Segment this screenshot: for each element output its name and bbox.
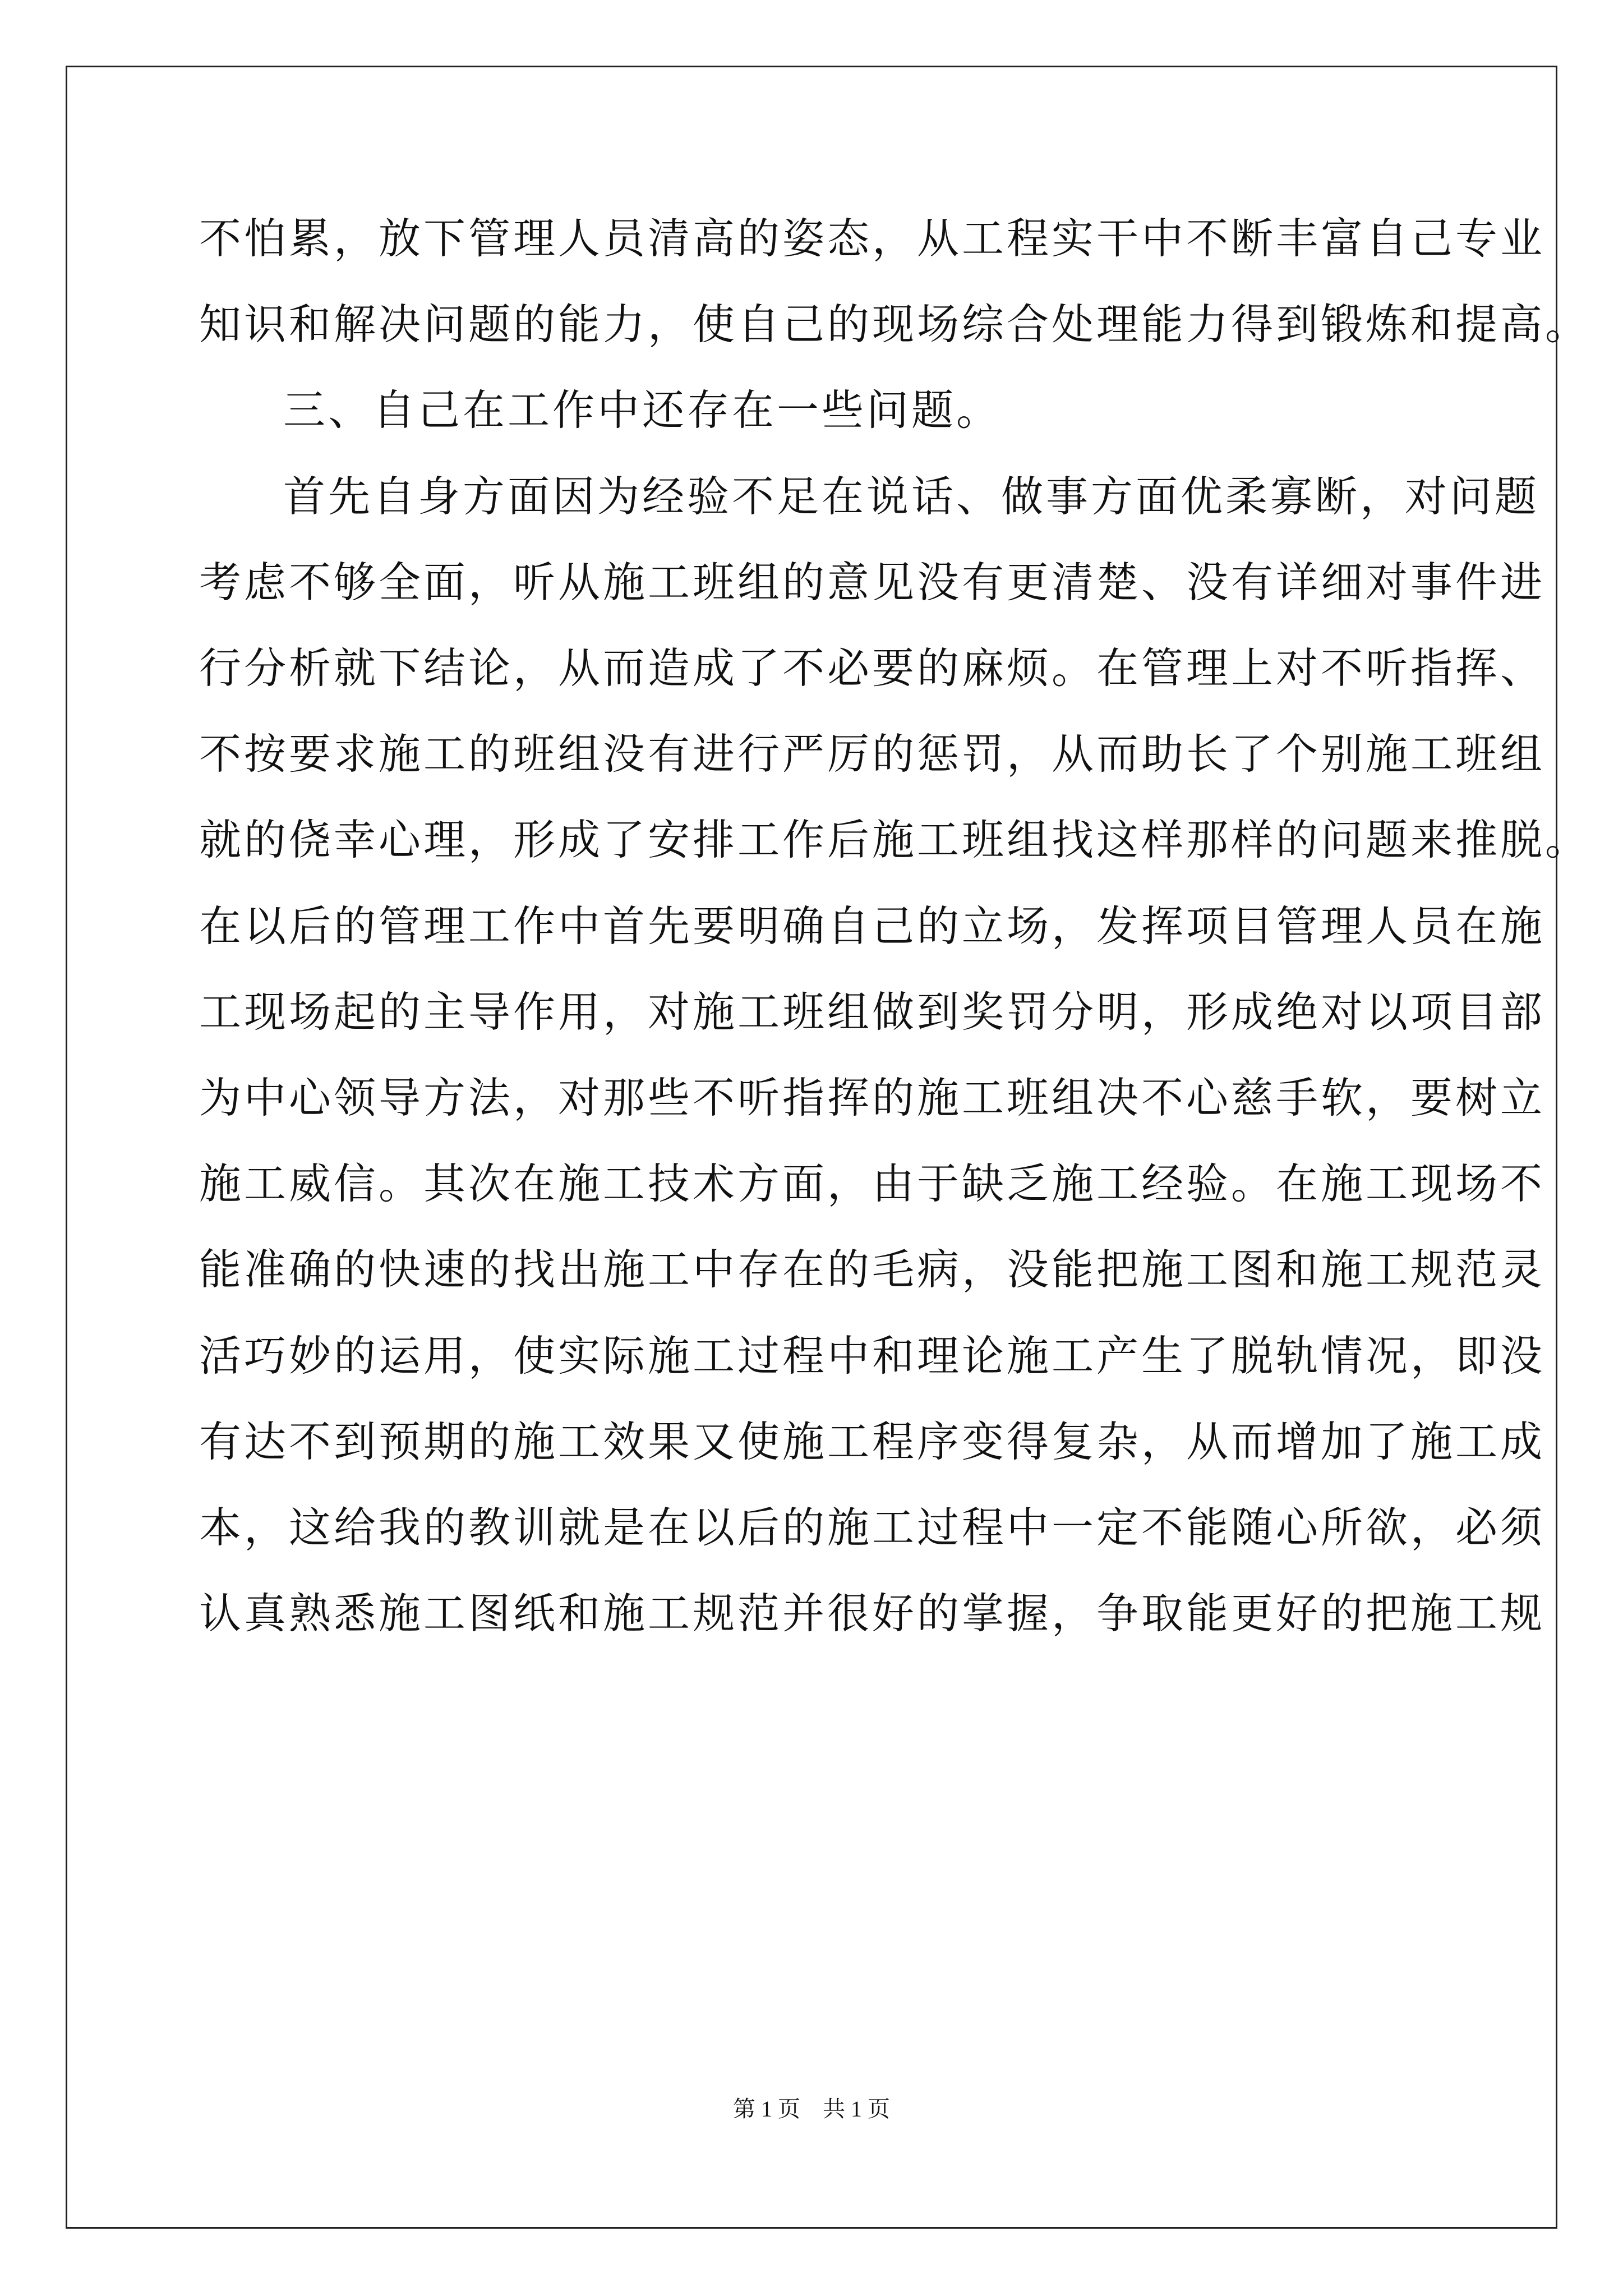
text-line: 有达不到预期的施工效果又使施工程序变得复杂，从而增加了施工成 (199, 1417, 1546, 1466)
text-line: 活巧妙的运用，使实际施工过程中和理论施工产生了脱轨情况，即没 (199, 1331, 1546, 1381)
text-line: 知识和解决问题的能力，使自己的现场综合处理能力得到锻炼和提高。 (199, 300, 1590, 349)
page-number-total: 共 1 页 (823, 2096, 890, 2122)
text-line: 为中心领导方法，对那些不听指挥的施工班组决不心慈手软，要树立 (199, 1073, 1546, 1122)
text-line: 认真熟悉施工图纸和施工规范并很好的掌握，争取能更好的把施工规 (199, 1589, 1546, 1638)
text-line: 施工威信。其次在施工技术方面，由于缺乏施工经验。在施工现场不 (199, 1159, 1546, 1208)
page-number-current: 第 1 页 (733, 2096, 800, 2122)
text-line: 不怕累，放下管理人员清高的姿态，从工程实干中不断丰富自己专业 (199, 214, 1546, 263)
text-line: 首先自身方面因为经验不足在说话、做事方面优柔寡断，对问题 (283, 472, 1540, 521)
text-line: 工现场起的主导作用，对施工班组做到奖罚分明，形成绝对以项目部 (199, 987, 1546, 1037)
text-line: 在以后的管理工作中首先要明确自己的立场，发挥项目管理人员在施 (199, 901, 1546, 951)
text-line: 本，这给我的教训就是在以后的施工过程中一定不能随心所欲，必须 (199, 1503, 1546, 1552)
text-line: 能准确的快速的找出施工中存在的毛病，没能把施工图和施工规范灵 (199, 1245, 1546, 1294)
text-line: 就的侥幸心理，形成了安排工作后施工班组找这样那样的问题来推脱。 (199, 815, 1590, 864)
page-footer (0, 2095, 1623, 2123)
text-line: 不按要求施工的班组没有进行严厉的惩罚，从而助长了个别施工班组 (199, 729, 1546, 779)
section-heading: 三、自己在工作中还存在一些问题。 (283, 385, 1002, 435)
text-line: 考虑不够全面，听从施工班组的意见没有更清楚、没有详细对事件进 (199, 558, 1546, 607)
text-line: 行分析就下结论，从而造成了不必要的麻烦。在管理上对不听指挥、 (199, 643, 1546, 693)
